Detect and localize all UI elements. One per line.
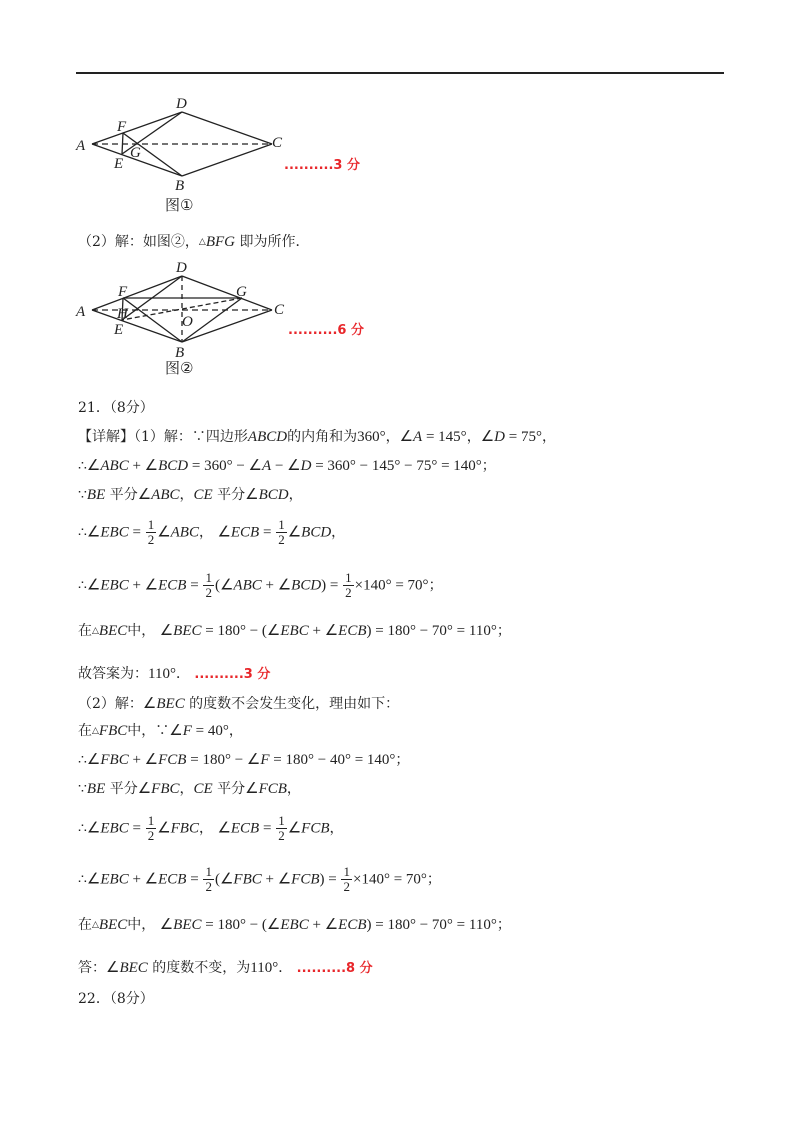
q21-line-11: ∵BE 平分∠FBC，CE 平分∠FCB， [78,781,301,797]
q21-line-12: ∴∠EBC = $\frac{1}{2}$ ∠FBC， ∠ECB = $\frac{1}{2}$ ∠FCB， [78,813,344,843]
label-D: D [176,96,187,112]
q21-line-9: 在△FBC中，∵∠F = 40°， [78,723,243,739]
fig2-score: ..........6 分 [288,323,364,338]
q21-line-1: 【详解】（1）解：∵四边形ABCD的内角和为360°，∠A = 145°，∠D = 75°， [78,429,556,445]
label-B: B [175,345,185,361]
q22-header: 22．（8分） [78,991,154,1007]
part2-intro: （2）解：如图②，△BFG 即为所作． [78,234,310,250]
q21-line-2: ∴∠ABC + ∠BCD = 360° − ∠A − ∠D = 360° − 145° − 75° = 140°； [78,458,496,474]
q21-line-13: ∴∠EBC + ∠ECB = $\frac{1}{2}$ (∠FBC + ∠FCB) = $\frac{1}{2}$ ×140° = 70°； [78,864,441,894]
label-A: A [76,304,86,320]
label-E: E [114,322,124,338]
label-C: C [272,135,283,151]
figure-1 [70,94,300,194]
q21-header: 21．（8分） [78,400,154,416]
q21-score-3: ..........3 分 [194,667,271,682]
fig1-score: ..........3 分 [284,158,360,173]
q21-score-8: ..........8 分 [296,961,373,976]
q21-line-4: ∴∠EBC = $\frac{1}{2}$ ∠ABC， ∠ECB = $\frac{1}{2}$ ∠BCD， [78,517,346,547]
label-B: B [175,178,185,194]
fig1-caption: 图① [165,196,194,214]
q21-line-5: ∴∠EBC + ∠ECB = $\frac{1}{2}$ (∠ABC + ∠BCD) = $\frac{1}{2}$ ×140° = 70°； [78,570,443,600]
label-G: G [130,145,141,161]
q21-line-10: ∴∠FBC + ∠FCB = 180° − ∠F = 180° − 40° = 140°； [78,752,410,768]
q21-line-15: 答：∠BEC 的度数不变，为110°． ..........8 分 [78,960,373,976]
q21-line-14: 在△BEC中， ∠BEC = 180° − (∠EBC + ∠ECB) = 180° − 70° = 110°； [78,917,511,933]
fig2-caption: 图② [165,359,194,377]
label-F: F [118,284,128,300]
q21-line-6: 在△BEC中， ∠BEC = 180° − (∠EBC + ∠ECB) = 180° − 70° = 110°； [78,623,511,639]
q21-line-7: 故答案为：110°． ..........3 分 [78,666,271,682]
label-H: H [117,306,128,322]
label-G: G [236,284,247,300]
q21-line-3: ∵BE 平分∠ABC，CE 平分∠BCD， [78,487,303,503]
q21-line-8: （2）解：∠BEC 的度数不会发生变化，理由如下： [78,696,400,712]
label-A: A [76,138,86,154]
header-rule [76,72,724,74]
label-F: F [117,119,127,135]
label-D: D [176,260,187,276]
label-C: C [274,302,285,318]
label-E: E [114,156,124,172]
figure-2 [70,256,300,362]
label-O: O [182,314,193,330]
